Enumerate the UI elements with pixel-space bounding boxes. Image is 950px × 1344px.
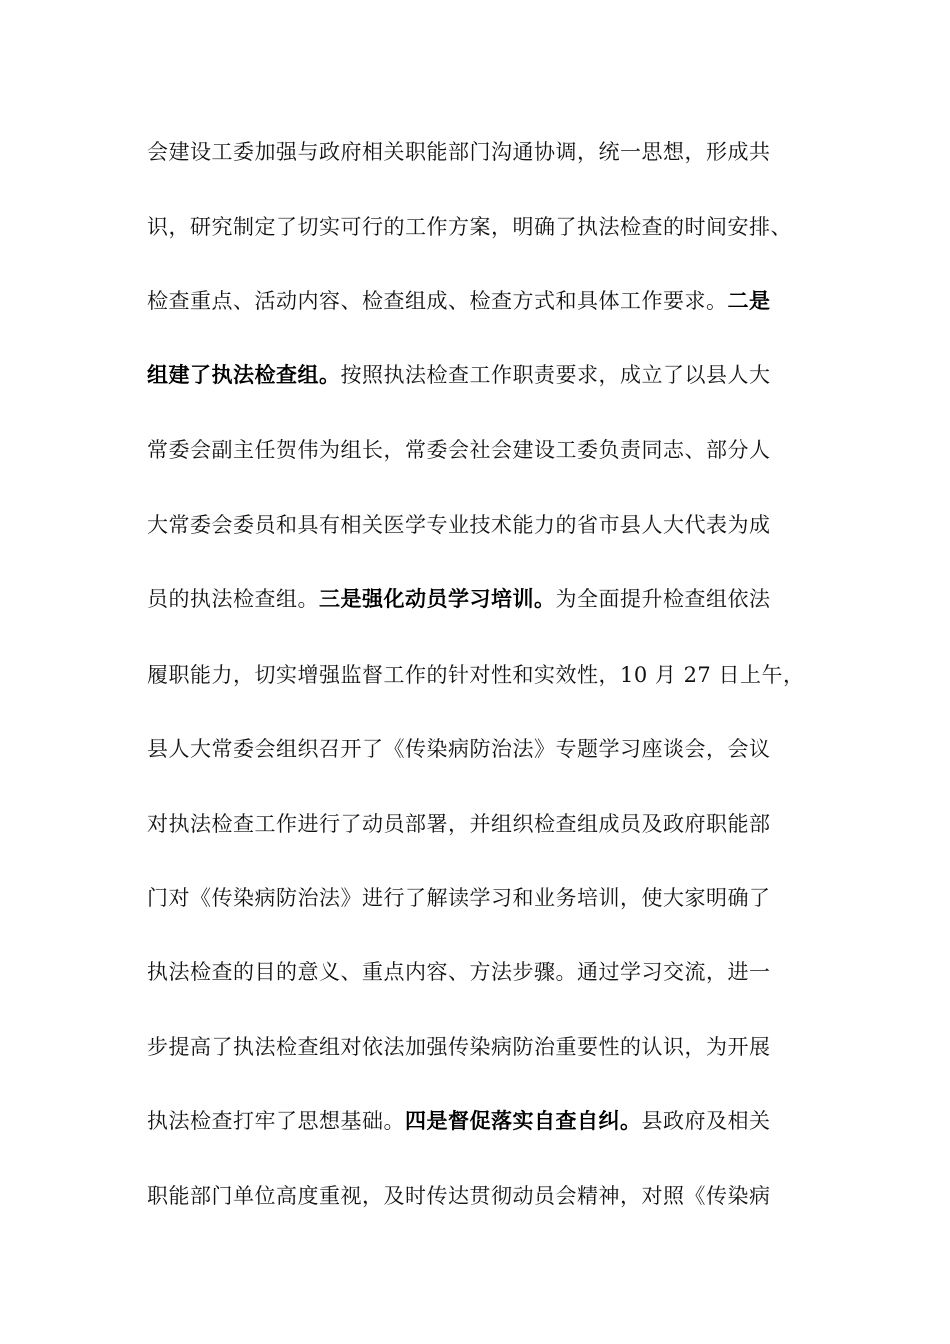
text-run: 执法检查的目的意义、重点内容、方法步骤。通过学习交流，进一 xyxy=(147,960,771,984)
text-line xyxy=(147,883,807,913)
text-run: 职能部门单位高度重视，及时传达贯彻动员会精神，对照《传染病 xyxy=(147,1184,771,1208)
text-line xyxy=(147,660,807,690)
text-run: 县政府及相关 xyxy=(641,1109,771,1133)
text-run: 检查重点、活动内容、检查组成、检查方式和具体工作要求。 xyxy=(147,289,728,313)
text-line xyxy=(147,957,807,987)
text-run: 执法检查打牢了思想基础。 xyxy=(147,1109,405,1133)
text-line xyxy=(147,809,807,839)
text-run: 按照执法检查工作职责要求，成立了以县人大 xyxy=(340,363,771,387)
text-run: 履职能力，切实增强监督工作的针对性和实效性，10 月 27 日上午， xyxy=(147,663,805,687)
bold-heading-run: 组建了执法检查组。 xyxy=(147,363,341,387)
text-run: 步提高了执法检查组对依法加强传染病防治重要性的认识，为开展 xyxy=(147,1035,771,1059)
text-run: 会建设工委加强与政府相关职能部门沟通协调，统一思想，形成共 xyxy=(147,140,771,164)
bold-heading-run: 四是督促落实自查自纠。 xyxy=(405,1109,642,1133)
text-line xyxy=(147,212,807,242)
text-run: 员的执法检查组。 xyxy=(147,587,319,611)
text-run: 门对《传染病防治法》进行了解读学习和业务培训，使大家明确了 xyxy=(147,886,771,910)
text-run: 大常委会委员和具有相关医学专业技术能力的省市县人大代表为成 xyxy=(147,513,771,537)
bold-heading-run: 三是强化动员学习培训。 xyxy=(319,587,556,611)
text-line xyxy=(147,435,807,465)
text-line xyxy=(147,360,807,390)
bold-heading-run: 二是 xyxy=(727,289,771,313)
text-run: 为全面提升检查组依法 xyxy=(555,587,771,611)
text-run: 县人大常委会组织召开了《传染病防治法》专题学习座谈会，会议 xyxy=(147,737,771,761)
text-line xyxy=(147,1032,807,1062)
text-line xyxy=(147,584,807,614)
text-run: 识，研究制定了切实可行的工作方案，明确了执法检查的时间安排、 xyxy=(147,215,792,239)
text-line xyxy=(147,286,807,316)
text-line xyxy=(147,137,807,167)
text-line xyxy=(147,734,807,764)
text-line xyxy=(147,1106,807,1136)
text-run: 对执法检查工作进行了动员部署，并组织检查组成员及政府职能部 xyxy=(147,812,771,836)
text-line xyxy=(147,510,807,540)
text-line xyxy=(147,1181,807,1211)
text-run: 常委会副主任贺伟为组长，常委会社会建设工委负责同志、部分人 xyxy=(147,438,771,462)
